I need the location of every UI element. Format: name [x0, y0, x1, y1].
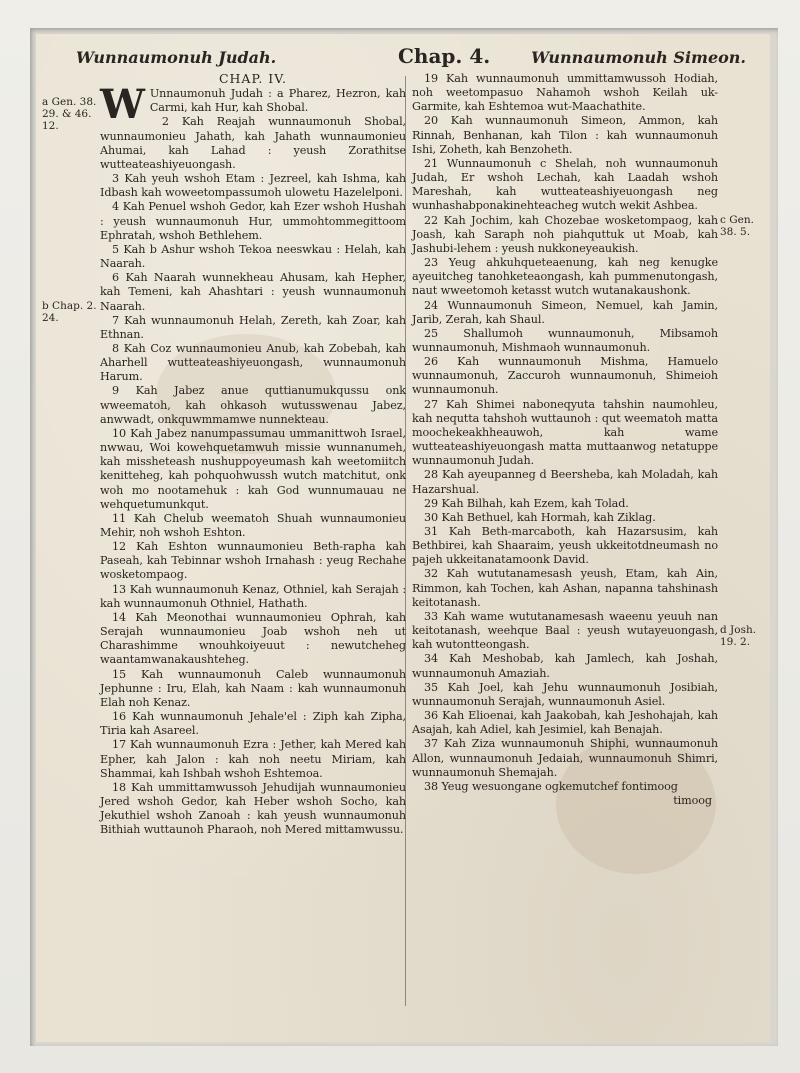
right-column [412, 72, 718, 808]
margin-note-gen-right: c Gen. 38. 5. [720, 214, 754, 238]
left-verse: 10 Kah Jabez nanumpassumau ummanittwoh Israel, nwwau, Woi kowehquetamwuh missie wunnanumeh, kah missheteash nushuppoyeumash kah weetomiitch kenitteheg, kah pohquohwussh wutch matchitut, onk woh mo nootamehuk : kah God wunnumauau ne wehquetumunkqut. [100, 426, 406, 511]
right-verse: 24 Wunnaumonuh Simeon, Nemuel, kah Jamin, Jarib, Zerah, kah Shaul. [412, 298, 718, 326]
right-verse: 37 Kah Ziza wunnaumonuh Shiphi, wunnaumonuh Allon, wunnaumonuh Jedaiah, wunnaumonuh Shimri, wunnaumonuh Shemajah. [412, 737, 718, 779]
left-verse: 16 Kah wunnaumonuh Jehale'el : Ziph kah Zipha, Tiria kah Asareel. [100, 710, 406, 738]
right-verse: 34 Kah Meshobab, kah Jamlech, kah Joshah, wunnaumonuh Amaziah. [412, 652, 718, 680]
right-verse: 32 Kah wututanamesash yeush, Etam, kah Ain, Rimmon, kah Tochen, kah Ashan, napanna tahshinash keitotanash. [412, 567, 718, 609]
right-verse: 35 Kah Joel, kah Jehu wunnaumonuh Josibiah, wunnaumonuh Serajah, wunnaumonuh Asiel. [412, 680, 718, 708]
right-verse: 31 Kah Beth-marcaboth, kah Hazarsusim, kah Bethbirei, kah Shaaraim, yeush ukkeitotdneumash no pajeh ukkeitanatamoonk David. [412, 525, 718, 567]
header-right: Wunnaumonuh Simeon. [531, 48, 746, 67]
right-verse: 25 Shallumoh wunnaumonuh, Mibsamoh wunnaumonuh, Mishmaoh wunnaumonuh. [412, 326, 718, 354]
left-verse: 9 Kah Jabez anue quttianumukqussu onk wweematoh, kah ohkasoh wutusswenau Jabez, anwwadt, onkquwmmamwe nunnekteau. [100, 384, 406, 426]
scanned-page [36, 34, 770, 1042]
header-left: Wunnaumonuh Judah. [76, 48, 277, 67]
header-chapter: Chap. 4. [398, 44, 491, 68]
running-header [76, 44, 746, 74]
right-verse: 27 Kah Shimei naboneqyuta tahshin naumohleu, kah nequtta tahshoh wuttaunoh : qut weematoh matta moochekeakhheauwoh, kah wame wutteateashiyeuongash matta muttaanwog netatuppe wunnaumonuh Judah. [412, 397, 718, 468]
drop-cap: W [100, 81, 145, 129]
right-verse: 38 Yeug wesuongane ogkemutchef fontimoog [424, 779, 678, 793]
left-verse: 2 Kah Reajah wunnaumonuh Shobal, wunnaumonieu Jahath, kah Jahath wunnaumonieu Ahumai, kah Lahad : yeush Zorathitse wutteateashiyeuongash. [100, 115, 406, 171]
left-verse: 14 Kah Meonothai wunnaumonieu Ophrah, kah Serajah wunnaumonieu Joab wshoh neh ut Charashimme wnouhkoiyeuut : newutcheheg waantamwanakaushteheg. [100, 610, 406, 667]
catchword: timoog [673, 793, 712, 807]
right-verses [412, 72, 718, 794]
verse-1 [100, 81, 406, 129]
right-verse: 29 Kah Bilhah, kah Ezem, kah Tolad. [424, 496, 629, 510]
verse-1-text: Unnaumonuh Judah : a Pharez, Hezron, kah Carmi, kah Hur, kah Shobal. [149, 87, 406, 115]
left-verse: 7 Kah wunnaumonuh Helah, Zereth, kah Zoar, kah Ethnan. [100, 313, 406, 341]
left-verse: 5 Kah b Ashur wshoh Tekoa neeswkau : Helah, kah Naarah. [100, 242, 406, 271]
right-verse: 23 Yeug ahkuhqueteaenung, kah neg kenugke ayeuitcheg tanohketeaongash, kah pummenutongash, naut wweetomoh ketasst wutch wutanakaushonk. [412, 256, 718, 298]
right-verse: 36 Kah Elioenai, kah Jaakobah, kah Jeshohajah, kah Asajah, kah Adiel, kah Jesimiel, kah Benajah. [412, 709, 718, 737]
right-verse: 22 Kah Jochim, kah Chozebae wosketompaog, kah Joash, kah Saraph noh piahquttuk ut Moab, kah Jashubi-lehem : yeush nukkoneyeaukish. [412, 213, 718, 255]
left-verse: 4 Kah Penuel wshoh Gedor, kah Ezer wshoh Hushah : yeush wunnaumonuh Hur, ummohtommegittoom Ephratah, wshoh Bethlehem. [100, 200, 406, 242]
left-column [100, 72, 406, 837]
margin-note-gen-left: a Gen. 38. 29. & 46. 12. [42, 96, 97, 132]
right-verse: 28 Kah ayeupanneg d Beersheba, kah Moladah, kah Hazarshual. [412, 468, 718, 496]
right-verse: 21 Wunnaumonuh c Shelah, noh wunnaumonuh Judah, Er wshoh Lechah, kah Laadah wshoh Mareshah, kah wutteateashiyeuongash neg wunhashabponakinehteacheg wutch wekit Ashbea. [412, 156, 718, 213]
left-verse: 15 Kah wunnaumonuh Caleb wunnaumonuh Jephunne : Iru, Elah, kah Naam : kah wunnaumonuh Elah noh Kenaz. [100, 667, 406, 709]
right-verse: 19 Kah wunnaumonuh ummittamwussoh Hodiah, noh weetompasuo Nahamoh wshoh Keilah uk-Garmite, kah Eshtemoa wut-Maachathite. [412, 72, 718, 114]
left-verse: 11 Kah Chelub weematoh Shuah wunnaumonieu Mehir, noh wshoh Eshton. [100, 511, 406, 539]
chapter-title: CHAP. IV. [218, 71, 288, 86]
left-verse: 13 Kah wunnaumonuh Kenaz, Othniel, kah Serajah : kah wunnaumonuh Othniel, Hathath. [100, 582, 406, 610]
margin-note-chap-left: b Chap. 2. 24. [42, 300, 97, 324]
margin-note-josh-right: d Josh. 19. 2. [720, 624, 757, 648]
right-verse: 33 Kah wame wututanamesash waeenu yeuuh nan keitotanash, weehque Baal : yeush wutayeuongash, kah wutontteongash. [412, 609, 718, 652]
right-verse: 30 Kah Bethuel, kah Hormah, kah Ziklag. [424, 510, 656, 524]
right-verse: 20 Kah wunnaumonuh Simeon, Ammon, kah Rinnah, Benhanan, kah Tilon : kah wunnaumonuh Ishi, Zoheth, kah Benzoheth. [412, 114, 718, 156]
right-verse: 26 Kah wunnaumonuh Mishma, Hamuelo wunnaumonuh, Zaccuroh wunnaumonuh, Shimeioh wunnaumonuh. [412, 355, 718, 397]
left-verse: 3 Kah yeuh wshoh Etam : Jezreel, kah Ishma, kah Idbash kah woweetompassumoh ulowetu Hazelelponi. [100, 172, 406, 200]
left-verses [100, 115, 406, 837]
left-verse: 12 Kah Eshton wunnaumonieu Beth-rapha kah Paseah, kah Tebinnar wshoh Irnahash : yeug Rechahe wosketompaog. [100, 540, 406, 582]
left-verse: 6 Kah Naarah wunnekheau Ahusam, kah Hepher, kah Temeni, kah Ahashtari : yeush wunnaumonuh Naarah. [100, 271, 406, 313]
left-verse: 8 Kah Coz wunnaumonieu Anub, kah Zobebah, kah Aharhell wutteateashiyeuongash, wunnaumonuh Harum. [100, 341, 406, 384]
left-verse: 17 Kah wunnaumonuh Ezra : Jether, kah Mered kah Epher, kah Jalon : kah noh neetu Miriam, kah Shammai, kah Ishbah wshoh Eshtemoa. [100, 738, 406, 780]
left-verse: 18 Kah ummittamwussoh Jehudijah wunnaumonieu Jered wshoh Gedor, kah Heber wshoh Socho, kah Jekuthiel wshoh Zanoah : kah yeush wunnaumonuh Bithiah wuttaunoh Pharaoh, noh Mered mittamwussu. [100, 780, 406, 837]
